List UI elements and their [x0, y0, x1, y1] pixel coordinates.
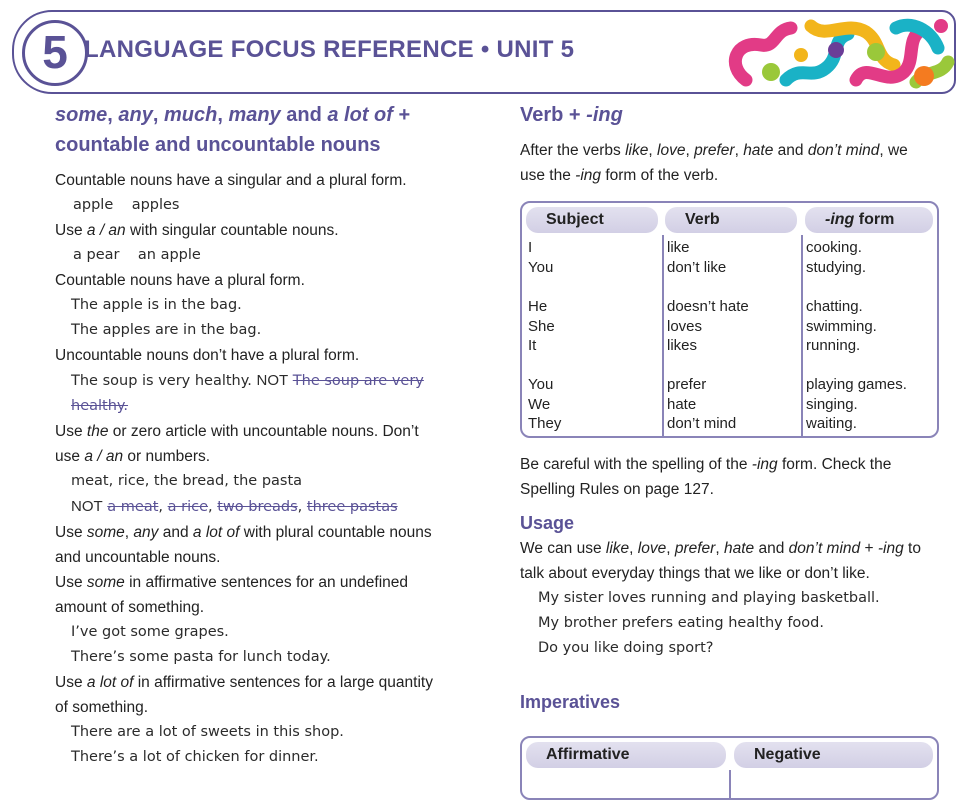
table-cell-subjects: You We They [528, 376, 562, 432]
table-cell-forms: cooking. studying. [806, 239, 867, 276]
imperatives-table [520, 736, 939, 800]
table-cell-subjects: He She It [528, 298, 555, 354]
left-column [55, 100, 475, 770]
page-title: LANGUAGE FOCUS REFERENCE • UNIT 5 [84, 36, 575, 63]
rule-text: and uncountable nouns. [55, 549, 221, 566]
page-header [12, 10, 956, 94]
spelling-note: Spelling Rules on page 127. [520, 481, 714, 498]
intro-text: use the -ing form of the verb. [520, 167, 719, 184]
table-header-verb: Verb [665, 207, 797, 233]
right-column [520, 100, 960, 188]
usage-text: talk about everyday things that we like or don’t like. [520, 565, 870, 582]
example: There’s some pasta for lunch today. [71, 649, 331, 665]
table-header-ing-form: -ing form [805, 207, 933, 233]
table-divider [662, 235, 664, 436]
rule-text: Use some in affirmative sentences for an undefined [55, 574, 408, 591]
example: There are a lot of sweets in this shop. [71, 724, 344, 740]
table-cell-forms: playing games. singing. waiting. [806, 376, 907, 432]
unit-number-badge: 5 [22, 20, 88, 86]
example: The soup is very healthy. NOT The soup are very [71, 372, 424, 389]
example: My brother prefers eating healthy food. [538, 615, 824, 631]
table-cell-subjects: I You [528, 239, 554, 276]
table-divider [729, 770, 731, 798]
example: The apple is in the bag. [71, 297, 242, 313]
rule-text: use a / an or numbers. [55, 448, 211, 465]
rule-text: Use a lot of in affirmative sentences for a large quantity [55, 674, 433, 691]
example: Do you like doing sport? [538, 640, 714, 656]
rule-text: of something. [55, 699, 149, 716]
rule-text: Use some, any and a lot of with plural countable nouns [55, 524, 432, 541]
table-header-negative: Negative [734, 742, 933, 768]
table-cell-verbs: like don’t like [667, 239, 727, 276]
section-heading-verb-ing: Verb + -ing [520, 104, 623, 126]
rule-text: Countable nouns have a singular and a plural form. [55, 172, 407, 189]
rule-text: Use a / an with singular countable nouns. [55, 222, 339, 239]
rule-text: Uncountable nouns don’t have a plural form. [55, 347, 360, 364]
table-divider [801, 235, 803, 436]
right-column-lower [520, 452, 960, 715]
example: There’s a lot of chicken for dinner. [71, 749, 319, 765]
table-header-affirmative: Affirmative [526, 742, 726, 768]
table-cell-forms: chatting. swimming. running. [806, 298, 877, 354]
section-heading-imperatives: Imperatives [520, 692, 621, 712]
example: I’ve got some grapes. [71, 624, 229, 640]
usage-text: We can use like, love, prefer, hate and don’t mind + -ing to [520, 540, 921, 557]
section-heading-usage: Usage [520, 513, 575, 533]
table-cell-verbs: prefer hate don’t mind [667, 376, 737, 432]
example: meat, rice, the bread, the pasta [71, 473, 303, 489]
verb-ing-table [520, 201, 939, 438]
example: healthy. [71, 398, 129, 414]
section-heading-quantifiers: some, any, much, many and a lot of + [55, 104, 411, 126]
section-subheading: countable and uncountable nouns [55, 134, 381, 156]
rule-text: Use the or zero article with uncountable nouns. Don’t [55, 423, 419, 440]
molecule-decoration-icon [716, 10, 956, 94]
rule-text: Countable nouns have a plural form. [55, 272, 305, 289]
example: a pear an apple [73, 247, 201, 263]
example: apple apples [73, 197, 180, 213]
spelling-note: Be careful with the spelling of the -ing form. Check the [520, 456, 892, 473]
table-cell-verbs: doesn’t hate loves likes [667, 298, 749, 354]
example: The apples are in the bag. [71, 322, 262, 338]
table-header-subject: Subject [526, 207, 658, 233]
intro-text: After the verbs like, love, prefer, hate and don’t mind, we [520, 142, 908, 159]
example: My sister loves running and playing basketball. [538, 590, 880, 606]
example: NOT a meat, a rice, two breads, three pastas [71, 498, 398, 515]
rule-text: amount of something. [55, 599, 205, 616]
